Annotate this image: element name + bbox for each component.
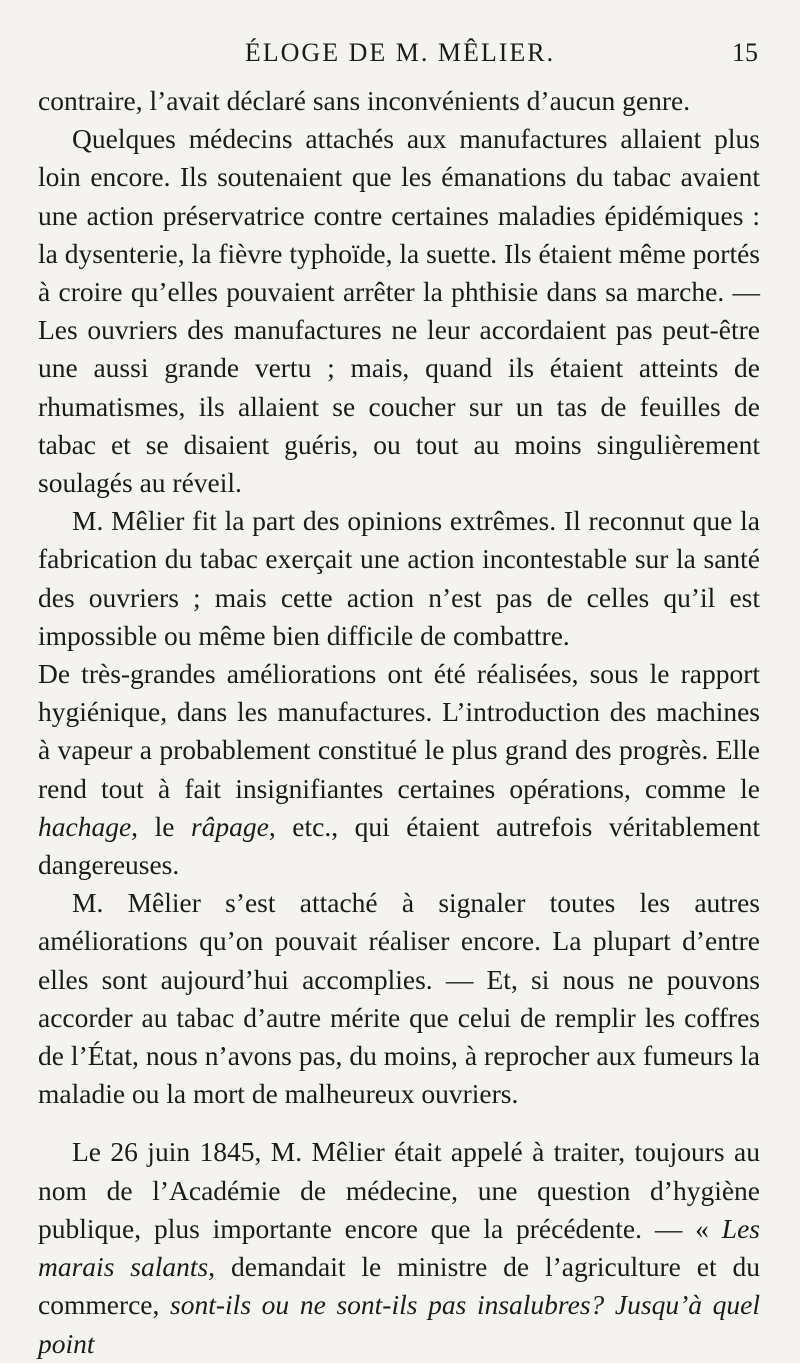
- text-run: M. Mêlier s’est attaché à signaler toutes les autres améliorations qu’on pouvait réaliser encore. La plupart d’entre elles sont aujourd’hui accomplies. — Et, si nous ne pouvons accorder au tabac d’autre mérite que celui de remplir les coffres de l’État, nous n’avons pas, du moins, à reprocher aux fumeurs la maladie ou la mort de malheureux ouvriers.: [38, 887, 760, 1110]
- text-run: , le: [131, 810, 191, 842]
- paragraph: [38, 1133, 760, 1362]
- text-run: , etc., qui étaient autrefois véritablement dangereuses.: [38, 810, 760, 881]
- paragraph: [38, 82, 760, 120]
- page-header: [0, 34, 800, 74]
- italic-quote: Les marais salants: [38, 1212, 760, 1283]
- running-title: ÉLOGE DE M. MÊLIER.: [244, 38, 556, 67]
- text-run: De très-grandes améliorations ont été réalisées, sous le rapport hygiénique, dans les manufactures. L’introduction des machines à vapeur a probablement constitué le plus grand des progrès. Elle rend tout à fait insignifiantes certaines opérations, comme le: [38, 658, 760, 804]
- italic-term: râpage: [190, 810, 269, 842]
- paragraph: [38, 120, 760, 502]
- body-text: [38, 82, 760, 1363]
- italic-quote: sont-ils ou ne sont-ils pas insalubres? Jusqu’à quel point: [38, 1289, 760, 1359]
- text-run: Quelques médecins attachés aux manufactures allaient plus loin encore. Ils soutenaient que les émanations du tabac avaient une action préservatrice contre certaines maladies épidémiques : la dysenterie, la fièvre typhoïde, la suette. Ils étaient même portés à croire qu’elles pouvaient arrêter la phthisie dans sa marche. — Les ouvriers des manufactures ne leur accordaient pas peut-être une aussi grande vertu ; mais, quand ils étaient atteints de rhumatismes, ils allaient se coucher sur un tas de feuilles de tabac et se disaient guéris, ou tout au moins singulièrement soulagés au réveil.: [38, 123, 760, 499]
- paragraph: [38, 655, 760, 884]
- text-run: Le 26 juin 1845, M. Mêlier était appelé à traiter, toujours au nom de l’Académie de médecine, une question d’hygiène publique, plus importante encore que la précédente. — «: [38, 1136, 760, 1244]
- page-number: 15: [732, 38, 758, 67]
- paragraph: [38, 502, 760, 655]
- paragraph: [38, 884, 760, 1113]
- italic-term: hachage: [38, 810, 132, 842]
- text-run: M. Mêlier fit la part des opinions extrêmes. Il reconnut que la fabrication du tabac exerçait une action incontestable sur la santé des ouvriers ; mais cette action n’est pas de celles qu’il est impossible ou même bien difficile de combattre.: [38, 505, 760, 651]
- text-run: , demandait le ministre de l’agriculture et du commerce,: [38, 1251, 761, 1321]
- text-run: contraire, l’avait déclaré sans inconvénients d’aucun genre.: [38, 85, 691, 116]
